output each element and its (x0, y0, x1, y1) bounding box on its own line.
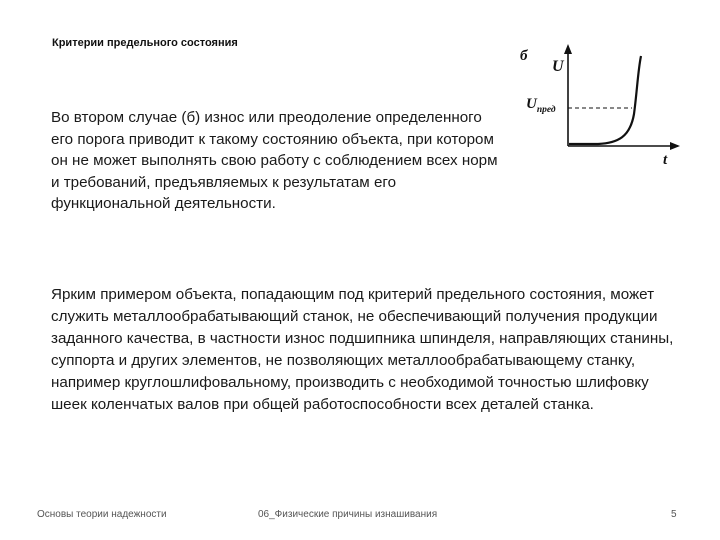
paragraph-example: Ярким примером объекта, попадающим под критерий предельного состояния, может служить металлообрабатывающий станок, не обеспечивающий получения продукции заданного качества, в частности износ подшипника шпинделя, направляющих станины, суппорта и других элементов, не позволяющих металлообрабатывающему станку, например круглошлифовальному, производить с необходимой точностью шлифовку шеек коленчатых валов при общей работоспособности всех деталей станка. (51, 286, 674, 413)
y-axis-arrow (564, 44, 572, 54)
footer-course-name: Основы теории надежности (37, 509, 167, 520)
x-axis-label: t (663, 152, 668, 168)
footer-section-name: 06_Физические причины изнашивания (258, 509, 438, 520)
x-axis-arrow (670, 142, 680, 150)
slide-title: Критерии предельного состояния (52, 37, 238, 49)
threshold-label: $U_{пред}$ (526, 96, 556, 115)
graph-panel-label: б (520, 48, 528, 64)
paragraph-second-case: Во втором случае (б) износ или преодоление определенного его порога приводит к такому состоянию объекта, при котором он не может выполнять свою работу с соблюдением всех норм и требований, предъявляемых к результатам его функциональной деятельности. (51, 109, 498, 212)
wear-limit-graph (510, 40, 695, 175)
y-axis-label: U (552, 58, 564, 75)
wear-curve (569, 56, 641, 144)
footer-page-number: 5 (671, 509, 677, 520)
